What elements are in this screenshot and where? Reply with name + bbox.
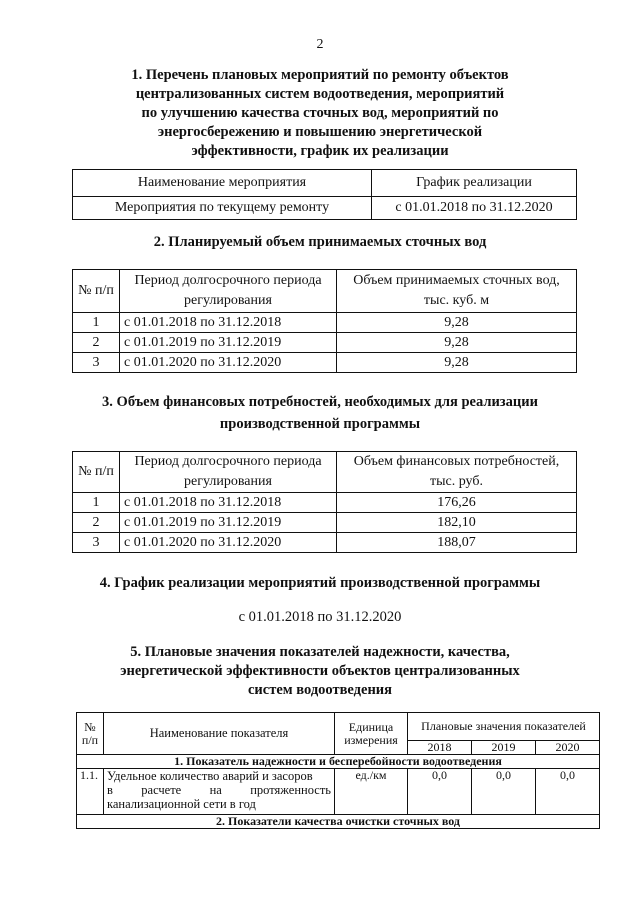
title-line: 5. Плановые значения показателей надежности, качества, [130,644,510,660]
header-cell: № п/п [73,270,120,313]
table-row [73,333,577,353]
header-cell: Наименование показателя [104,713,335,755]
year-cell: 2019 [472,741,536,755]
table-cell: 182,10 [337,513,577,533]
table-cell: 1 [73,493,120,513]
title-line: энергетической эффективности объектов централизованных [120,663,520,679]
word: на [209,783,222,797]
word: расчете [141,783,182,797]
section-1-table [72,169,577,220]
section-2-title: 2. Планируемый объем принимаемых сточных вод [153,234,487,250]
table-cell: 9,28 [337,353,577,373]
header-cell: № п/п [77,713,104,755]
table-row [73,493,577,513]
table-cell: с 01.01.2020 по 31.12.2020 [120,533,337,553]
section-4-period: с 01.01.2018 по 31.12.2020 [238,609,402,625]
table-cell: 1 [73,313,120,333]
group-heading: 2. Показатели качества очистки сточных вод [77,815,600,829]
table-cell: Мероприятия по текущему ремонту [73,197,372,220]
section-5-title [60,643,580,700]
table-cell: 0,0 [472,769,536,815]
section-2-table [72,269,577,373]
table-row [77,769,600,815]
page-number: 2 [316,37,324,52]
table-cell: с 01.01.2019 по 31.12.2019 [120,513,337,533]
header-cell: № п/п [73,452,120,493]
table-cell: 9,28 [337,313,577,333]
word: протяженность [250,783,331,797]
table-cell: 2 [73,333,120,353]
section-4-title: 4. График реализации мероприятий производственной программы [99,575,541,591]
header-cell: Единица измерения [335,713,408,755]
table-header-row [73,452,577,493]
section-3-title [40,393,600,434]
section-1-title [90,66,550,161]
table-cell: 188,07 [337,533,577,553]
indicator-line: канализационной сети в год [107,797,256,811]
title-line: 3. Объем финансовых потребностей, необходимых для реализации [102,394,538,410]
word: в [107,783,113,797]
table-group-row [77,815,600,829]
header-cell: Объем финансовых потребностей, тыс. руб. [337,452,577,493]
table-row [73,513,577,533]
title-line: производственной программы [219,416,421,432]
group-heading: 1. Показатель надежности и бесперебойности водоотведения [77,755,600,769]
header-cell: Наименование мероприятия [73,170,372,197]
table-header-row [73,270,577,313]
header-cell: Объем принимаемых сточных вод, тыс. куб. м [337,270,577,313]
table-cell: с 01.01.2019 по 31.12.2019 [120,333,337,353]
header-cell: График реализации [372,170,577,197]
table-cell: 0,0 [408,769,472,815]
table-cell: 0,0 [536,769,600,815]
section-5-table [76,712,600,829]
title-line: по улучшению качества сточных вод, мероприятий по [141,105,499,121]
year-cell: 2018 [408,741,472,755]
table-cell: 3 [73,533,120,553]
table-cell: 2 [73,513,120,533]
year-cell: 2020 [536,741,600,755]
table-row [73,353,577,373]
table-cell: с 01.01.2018 по 31.12.2020 [372,197,577,220]
table-cell: 9,28 [337,333,577,353]
section-3-table [72,451,577,553]
table-cell: 3 [73,353,120,373]
header-cell: Плановые значения показателей [408,713,600,741]
table-cell: 176,26 [337,493,577,513]
table-header-row [73,170,577,197]
indicator-line: Удельное количество аварий и засоров [107,769,313,783]
table-header-row [77,713,600,741]
table-row [73,533,577,553]
table-cell: с 01.01.2018 по 31.12.2018 [120,493,337,513]
table-cell: ед./км [335,769,408,815]
table-cell [104,769,335,815]
table-cell: с 01.01.2018 по 31.12.2018 [120,313,337,333]
table-group-row [77,755,600,769]
table-cell: с 01.01.2020 по 31.12.2020 [120,353,337,373]
table-cell: 1.1. [77,769,104,815]
title-line: эффективности, график их реализации [191,143,449,159]
header-cell: Период долгосрочного периода регулирования [120,452,337,493]
title-line: энергосбережению и повышению энергетической [157,124,483,140]
table-row [73,197,577,220]
header-cell: Период долгосрочного периода регулирования [120,270,337,313]
title-line: централизованных систем водоотведения, мероприятий [135,86,505,102]
title-line: систем водоотведения [247,682,393,698]
indicator-line [107,783,331,797]
table-row [73,313,577,333]
title-line: 1. Перечень плановых мероприятий по ремонту объектов [131,67,509,83]
